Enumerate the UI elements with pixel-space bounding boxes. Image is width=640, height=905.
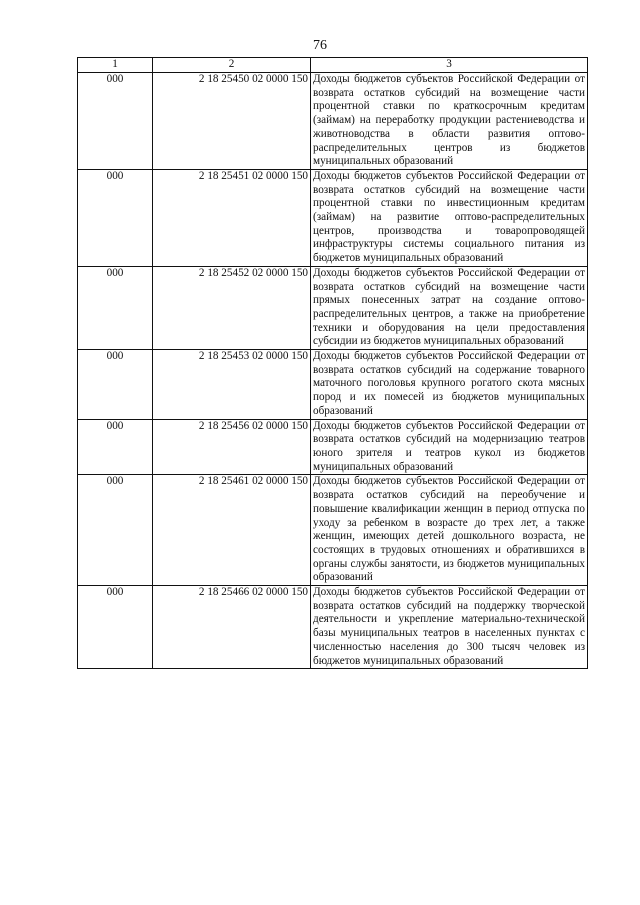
kbk-code-cell: 2 18 25450 02 0000 150 bbox=[153, 73, 311, 170]
table-row bbox=[78, 266, 588, 349]
admin-code-cell: 000 bbox=[78, 419, 153, 475]
income-name-cell: Доходы бюджетов субъектов Российской Федерации от возврата остатков субсидий на возмещение части прямых понесенных затрат на создание оптово-распределительных центров, а также на приобретение техники и оборудования на цели предоставления субсидии из бюджетов муниципальных образований bbox=[311, 266, 588, 349]
table-row bbox=[78, 586, 588, 669]
admin-code-cell: 000 bbox=[78, 169, 153, 266]
kbk-code-cell: 2 18 25456 02 0000 150 bbox=[153, 419, 311, 475]
income-name-cell: Доходы бюджетов субъектов Российской Федерации от возврата остатков субсидий на поддержку творческой деятельности и укрепление материально-технической базы муниципальных театров в населенных пунктах с численностью населения до 300 тысяч человек из бюджетов муниципальных образований bbox=[311, 586, 588, 669]
income-name-cell: Доходы бюджетов субъектов Российской Федерации от возврата остатков субсидий на возмещение части процентной ставки по инвестиционным кредитам (займам) на развитие оптово-распределительных центров, производства и товаропроводящей инфраструктуры системы социального питания из бюджетов муниципальных образований bbox=[311, 169, 588, 266]
kbk-code-cell: 2 18 25451 02 0000 150 bbox=[153, 169, 311, 266]
kbk-code-cell: 2 18 25461 02 0000 150 bbox=[153, 475, 311, 586]
admin-code-cell: 000 bbox=[78, 350, 153, 420]
admin-code-cell: 000 bbox=[78, 475, 153, 586]
table-row bbox=[78, 475, 588, 586]
income-name-cell: Доходы бюджетов субъектов Российской Федерации от возврата остатков субсидий на переобучение и повышение квалификации женщин в период отпуска по уходу за ребенком в возрасте до трех лет, а также женщин, имеющих детей дошкольного возраста, не состоящих в трудовых отношениях и обратившихся в органы службы занятости, из бюджетов муниципальных образований bbox=[311, 475, 588, 586]
kbk-code-cell: 2 18 25453 02 0000 150 bbox=[153, 350, 311, 420]
header-col-3: 3 bbox=[311, 58, 588, 73]
header-col-1: 1 bbox=[78, 58, 153, 73]
income-name-cell: Доходы бюджетов субъектов Российской Федерации от возврата остатков субсидий на содержание товарного маточного поголовья крупного рогатого скота мясных пород и их помесей из бюджетов муниципальных образований bbox=[311, 350, 588, 420]
table-row bbox=[78, 169, 588, 266]
admin-code-cell: 000 bbox=[78, 586, 153, 669]
admin-code-cell: 000 bbox=[78, 266, 153, 349]
page-number: 76 bbox=[313, 38, 327, 53]
table-row bbox=[78, 350, 588, 420]
header-col-2: 2 bbox=[153, 58, 311, 73]
income-codes-table bbox=[77, 57, 588, 669]
table-header bbox=[78, 58, 588, 73]
table-row bbox=[78, 73, 588, 170]
income-name-cell: Доходы бюджетов субъектов Российской Федерации от возврата остатков субсидий на возмещение части процентной ставки по краткосрочным кредитам (займам) на переработку продукции растениеводства и животноводства в области развития оптово-распределительных центров из бюджетов муниципальных образований bbox=[311, 73, 588, 170]
income-name-cell: Доходы бюджетов субъектов Российской Федерации от возврата остатков субсидий на модернизацию театров юного зрителя и театров кукол из бюджетов муниципальных образований bbox=[311, 419, 588, 475]
kbk-code-cell: 2 18 25466 02 0000 150 bbox=[153, 586, 311, 669]
table-body bbox=[78, 73, 588, 669]
table-row bbox=[78, 419, 588, 475]
kbk-code-cell: 2 18 25452 02 0000 150 bbox=[153, 266, 311, 349]
header-row bbox=[78, 58, 588, 73]
admin-code-cell: 000 bbox=[78, 73, 153, 170]
